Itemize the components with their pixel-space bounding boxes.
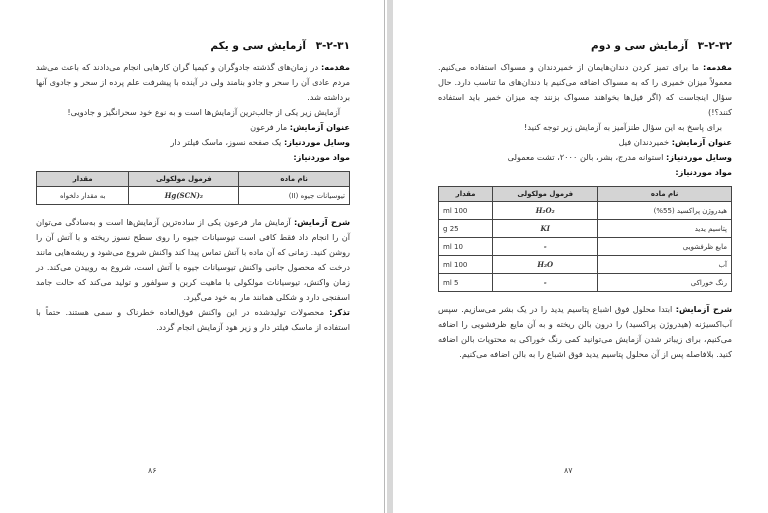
table-header-name: نام ماده bbox=[598, 187, 732, 202]
section-heading bbox=[438, 40, 732, 52]
note-label: تذکر: bbox=[329, 307, 350, 317]
table-row bbox=[439, 274, 732, 292]
intro-paragraph bbox=[438, 60, 732, 120]
right-page bbox=[394, 0, 768, 513]
intro-text: در زمان‌های گذشته جادوگران و کیمیا گران کارهایی انجام می‌دادند که باعث می‌شد مردم عادی آن را سحر و جادو بنامند ولی در آینده با پیشرفت علم پرده از سحر و جادوی آنها برداشته شد. bbox=[36, 62, 350, 102]
table-header-row bbox=[439, 187, 732, 202]
materials-label: مواد موردنیاز: bbox=[293, 152, 350, 162]
table-cell-amount: 100 ml bbox=[439, 202, 493, 220]
left-page-content bbox=[36, 40, 350, 335]
intro-paragraph bbox=[36, 60, 350, 105]
right-page-content bbox=[438, 40, 732, 362]
table-header-row bbox=[37, 172, 350, 187]
table-cell-amount: 25 g bbox=[439, 220, 493, 238]
experiment-title-value: مار فرعون bbox=[250, 122, 288, 132]
section-number: ۳-۲-۳۲ bbox=[697, 40, 732, 52]
table-cell-name: رنگ خوراکی bbox=[598, 274, 732, 292]
table-header-name: نام ماده bbox=[239, 172, 350, 187]
table-cell-formula: Hg(SCN)₂ bbox=[129, 187, 239, 205]
materials-line bbox=[36, 150, 350, 165]
table-cell-name: آب bbox=[598, 256, 732, 274]
description-label: شرح آزمایش: bbox=[293, 217, 351, 227]
table-header-formula: فرمول مولکولی bbox=[493, 187, 598, 202]
table-cell-name: مایع ظرفشویی bbox=[598, 238, 732, 256]
description-text: ابتدا محلول فوق اشباع پتاسیم یدید را در یک بشر می‌سازیم. سپس آب‌اکسیژنه (هیدروژن پراکسید) را درون بالن ریخته و به آن مایع ظرفشویی را اضافه می‌کنیم، برای زیباتر شدن آزمایش می‌توانید کمی رنگ خوراکی به محتویات بالن اضافه کنید. بلافاصله پس از آن محلول پتاسیم یدید فوق اشباع را به بالن اضافه می‌کنیم. bbox=[438, 304, 732, 359]
note-text: محصولات تولیدشده در این واکنش فوق‌العاده خطرناک و سمی هستند. حتماً با استفاده از ماسک فیلتر دار و زیر هود آزمایش انجام گردد. bbox=[36, 307, 350, 332]
book-gutter bbox=[387, 0, 393, 513]
intro-label: مقدمه: bbox=[320, 62, 350, 72]
table-header-amount: مقدار bbox=[37, 172, 129, 187]
intro-paragraph-2: آزمایش زیر یکی از جالب‌ترین آزمایش‌ها است و به نوع خود سحرانگیز و جادویی! bbox=[67, 107, 340, 117]
table-cell-formula: KI bbox=[493, 220, 598, 238]
materials-table bbox=[438, 186, 732, 292]
intro-paragraph-2: برای پاسخ به این سؤال طنزآمیز به آزمایش زیر توجه کنید! bbox=[524, 122, 722, 132]
table-header-formula: فرمول مولکولی bbox=[129, 172, 239, 187]
table-cell-amount: 5 ml bbox=[439, 274, 493, 292]
table-row bbox=[439, 220, 732, 238]
table-cell-amount: به مقدار دلخواه bbox=[37, 187, 129, 205]
table-cell-name: تیوسیانات جیوه (II) bbox=[239, 187, 350, 205]
section-heading bbox=[36, 40, 350, 52]
experiment-title-line bbox=[36, 120, 350, 135]
description-label: شرح آزمایش: bbox=[675, 304, 732, 314]
materials-table bbox=[36, 171, 350, 205]
section-title: آزمایش سی و دوم bbox=[591, 40, 688, 52]
table-cell-formula: H₂O bbox=[493, 256, 598, 274]
table-row bbox=[439, 202, 732, 220]
table-row bbox=[439, 238, 732, 256]
intro-text: ما برای تمیز کردن دندان‌هایمان از خمیردندان و مسواک استفاده می‌کنیم. معمولاً میزان خمیری را که به مسواک اضافه می‌کنیم با دندان‌های ما تناسب دارد. حال سؤال اینجاست که (اگر فیل‌ها بخواهند مسواک بزنند چه میزان خمیر باید استفاده کنند؟!) bbox=[438, 62, 732, 117]
page-number: ۸۶ bbox=[148, 466, 157, 475]
tools-line bbox=[438, 150, 732, 165]
table-cell-name: پتاسیم یدید bbox=[598, 220, 732, 238]
experiment-title-label: عنوان آزمایش: bbox=[671, 137, 732, 147]
experiment-title-line bbox=[438, 135, 732, 150]
table-header-amount: مقدار bbox=[439, 187, 493, 202]
tools-value: استوانه مدرج، بشر، بالن ۲۰۰۰، تشت معمولی bbox=[507, 152, 664, 162]
description-paragraph bbox=[438, 302, 732, 362]
intro-label: مقدمه: bbox=[702, 62, 732, 72]
section-title: آزمایش سی و یکم bbox=[210, 40, 306, 52]
materials-label: مواد موردنیاز: bbox=[675, 167, 732, 177]
table-cell-amount: 10 ml bbox=[439, 238, 493, 256]
section-number: ۳-۲-۳۱ bbox=[315, 40, 350, 52]
description-text: آزمایش مار فرعون یکی از ساده‌ترین آزمایش‌ها است و به‌سادگی می‌توان آن را انجام داد فقط کافی است تیوسیانات جیوه را روی سطح نسوز ریخته و با آتش آن را روشن کنید. زمانی که آن ماده با آتش تماس پیدا کند واکنش شروع می‌شود و ریشه‌هایی مانند درخت که محصول جانبی واکنش تیوسیانات جیوه با آتش است، شروع به روییدن می‌کند. در زمان واکنش، تیوسیانات مولکولی با ماهیت کربن و سولفور و تولید می‌کند که حالت جامد اسفنجی دارد و شکلی همانند مار به خود می‌گیرد. bbox=[36, 217, 350, 302]
table-row bbox=[439, 256, 732, 274]
experiment-title-value: خمیردندان فیل bbox=[618, 137, 670, 147]
table-cell-formula: - bbox=[493, 238, 598, 256]
tools-label: وسایل موردنیاز: bbox=[283, 137, 350, 147]
experiment-title-label: عنوان آزمایش: bbox=[289, 122, 350, 132]
page-number: ۸۷ bbox=[564, 466, 573, 475]
note-paragraph bbox=[36, 305, 350, 335]
table-cell-name: هیدروژن پراکسید (55%) bbox=[598, 202, 732, 220]
tools-label: وسایل موردنیاز: bbox=[665, 152, 732, 162]
table-cell-formula: - bbox=[493, 274, 598, 292]
table-row bbox=[37, 187, 350, 205]
tools-line bbox=[36, 135, 350, 150]
table-cell-amount: 100 ml bbox=[439, 256, 493, 274]
materials-line bbox=[438, 165, 732, 180]
description-paragraph bbox=[36, 215, 350, 305]
table-cell-formula: H₂O₂ bbox=[493, 202, 598, 220]
tools-value: یک صفحه نسوز، ماسک فیلتر دار bbox=[170, 137, 282, 147]
